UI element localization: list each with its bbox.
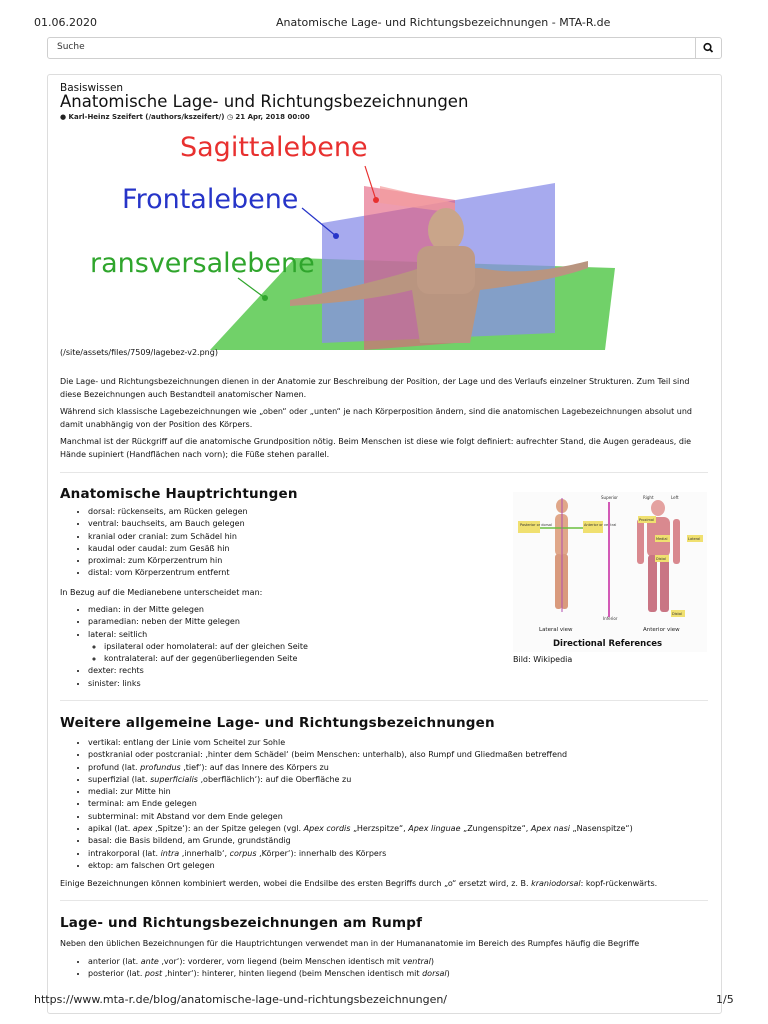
print-page-number: 1/5 [716, 993, 734, 1006]
list-item: • superfizial (lat. superficialis ‚oberflächlich‘): auf die Oberfläche zu [88, 774, 633, 786]
list-item: • distal: vom Körperzentrum entfernt [88, 567, 248, 579]
transversal-label: ransversalebene [90, 248, 315, 279]
frontal-dot [333, 233, 339, 239]
list-item: • kranial oder cranial: zum Schädel hin [88, 531, 248, 543]
search-bar [47, 37, 722, 59]
list-item: • sinister: links [88, 678, 308, 690]
right-label: Right [643, 495, 654, 500]
section-heading-hauptrichtungen: Anatomische Hauptrichtungen [60, 486, 298, 502]
list-item: • vertikal: entlang der Linie vom Scheitel zur Sohle [88, 737, 633, 749]
distal-label-1: Distal [656, 557, 666, 561]
superior-label: Superior [601, 495, 618, 500]
anterior-view-label: Anterior view [643, 627, 680, 633]
proximal-label: Proximal [639, 518, 655, 522]
median-list [74, 604, 308, 690]
print-date: 01.06.2020 [34, 16, 97, 29]
posterior-label: Posterior or dorsal [520, 523, 553, 527]
anatomical-planes-image[interactable] [60, 128, 620, 350]
hauptrichtungen-list [74, 506, 248, 580]
article-date: 21 Apr, 2018 00:00 [235, 113, 310, 121]
list-item: • ventral: bauchseits, am Bauch gelegen [88, 518, 248, 530]
list-item: • anterior (lat. ante ‚vor‘): vorderer, vorn liegend (beim Menschen identisch mit ventral) [88, 956, 450, 968]
print-title: Anatomische Lage- und Richtungsbezeichnungen - MTA-R.de [276, 16, 611, 29]
list-item: • kaudal oder caudal: zum Gesäß hin [88, 543, 248, 555]
image-link[interactable]: (/site/assets/files/7509/lagebez-v2.png) [60, 348, 218, 357]
print-url: https://www.mta-r.de/blog/anatomische-lage-und-richtungsbezeichnungen/ [34, 993, 448, 1006]
clock-icon: ◷ [226, 113, 233, 121]
list-item: • posterior (lat. post ‚hinter‘): hinterer, hinten liegend (beim Menschen identisch mit dorsal) [88, 968, 450, 980]
weitere-list [74, 737, 633, 872]
article-meta [60, 113, 310, 121]
median-intro: In Bezug auf die Medianebene unterscheidet man: [60, 588, 263, 597]
page-title: Anatomische Lage- und Richtungsbezeichnungen [60, 92, 469, 111]
list-item: • medial: zur Mitte hin [88, 786, 633, 798]
intro-paragraph-3: Manchmal ist der Rückgriff auf die anatomische Grundposition nötig. Beim Menschen ist diese wie folgt definiert: aufrechter Stand, die Augen geradeaus, die Hände supiniert (Handflächen nach vorn); die Füße stehen parallel. [60, 437, 692, 459]
anterior-label: Anterior or ventral [584, 523, 617, 527]
left-label: Left [671, 495, 679, 500]
lateral-view-label: Lateral view [539, 627, 573, 633]
image-credit: Bild: Wikipedia [513, 655, 573, 664]
divider [60, 700, 708, 701]
list-item: • postkranial oder postcranial: ‚hinter dem Schädel‘ (beim Menschen: unterhalb), also Rumpf und Gliedmaßen betreffend [88, 749, 633, 761]
rumpf-intro: Neben den üblichen Bezeichnungen für die Hauptrichtungen verwendet man in der Humananatomie im Bereich des Rumpfes häufig die Begriffe [60, 939, 640, 948]
distal-label-2: Distal [672, 612, 682, 616]
transversal-pointer [238, 278, 265, 298]
divider [60, 472, 708, 473]
sagittal-dot [373, 197, 379, 203]
inferior-label: Inferior [603, 616, 618, 621]
user-icon: ● [60, 113, 67, 121]
list-item: • basal: die Basis bildend, am Grunde, grundständig [88, 835, 633, 847]
search-button[interactable] [695, 38, 721, 58]
list-item [88, 629, 308, 666]
section-heading-rumpf: Lage- und Richtungsbezeichnungen am Rumpf [60, 915, 423, 931]
combined-paragraph: Einige Bezeichnungen können kombiniert werden, wobei die Endsilbe des ersten Begriffs durch „o“ ersetzt wird, z. B. kraniodorsal: kopf-rückenwärts. [60, 879, 658, 888]
list-item: • proximal: zum Körperzentrum hin [88, 555, 248, 567]
medial-label: Medial [656, 537, 668, 541]
list-item: • ektop: am falschen Ort gelegen [88, 860, 633, 872]
sagittal-label: Sagittalebene [180, 132, 368, 163]
list-item: • dexter: rechts [88, 665, 308, 677]
list-item: ◦ ipsilateral oder homolateral: auf der gleichen Seite [104, 641, 308, 653]
list-item: • median: in der Mitte gelegen [88, 604, 308, 616]
list-item: ◦ kontralateral: auf der gegenüberliegenden Seite [104, 653, 308, 665]
list-item: • intrakorporal (lat. intra ‚innerhalb‘, corpus ‚Körper‘): innerhalb des Körpers [88, 848, 633, 860]
list-item: • paramedian: neben der Mitte gelegen [88, 616, 308, 628]
lateral-label: Lateral [688, 537, 701, 541]
section-heading-weitere: Weitere allgemeine Lage- und Richtungsbezeichnungen [60, 715, 495, 731]
list-item: • apikal (lat. apex ‚Spitze‘): an der Spitze gelegen (vgl. Apex cordis „Herzspitze“, Apex linguae „Zungenspitze“, Apex nasi „Nasenspitze“) [88, 823, 633, 835]
lateral-label: lateral: seitlich [88, 629, 148, 639]
transversal-dot [262, 295, 268, 301]
rumpf-list [74, 956, 450, 981]
list-item: • dorsal: rückenseits, am Rücken gelegen [88, 506, 248, 518]
figure-title: Directional References [553, 639, 663, 649]
list-item: • profund (lat. profundus ‚tief‘): auf das Innere des Körpers zu [88, 762, 633, 774]
intro-paragraph-2: Während sich klassische Lagebezeichnungen wie „oben“ oder „unten“ je nach Körperposition ändern, sind die anatomischen Lagebezeichnungen absolut und damit unabhängig von der Position des Körpers. [60, 407, 692, 429]
lateral-sublist [88, 641, 308, 666]
list-item: • terminal: am Ende gelegen [88, 798, 633, 810]
divider [60, 900, 708, 901]
frontal-label: Frontalebene [122, 184, 299, 215]
article-category[interactable]: Basiswissen [60, 82, 124, 94]
search-input[interactable]: Suche [57, 42, 85, 52]
intro-paragraph-1: Die Lage- und Richtungsbezeichnungen dienen in der Anatomie zur Beschreibung der Position, der Lage und des Verlaufs einzelner Strukturen. Zum Teil sind diese Bezeichnungen auch Bestandteil anatomischer Namen. [60, 377, 690, 399]
search-icon [696, 38, 721, 58]
author-link[interactable]: Karl-Heinz Szeifert (/authors/kszeifert/) [68, 113, 225, 121]
directional-references-image [513, 492, 707, 652]
list-item: • subterminal: mit Abstand vor dem Ende gelegen [88, 811, 633, 823]
